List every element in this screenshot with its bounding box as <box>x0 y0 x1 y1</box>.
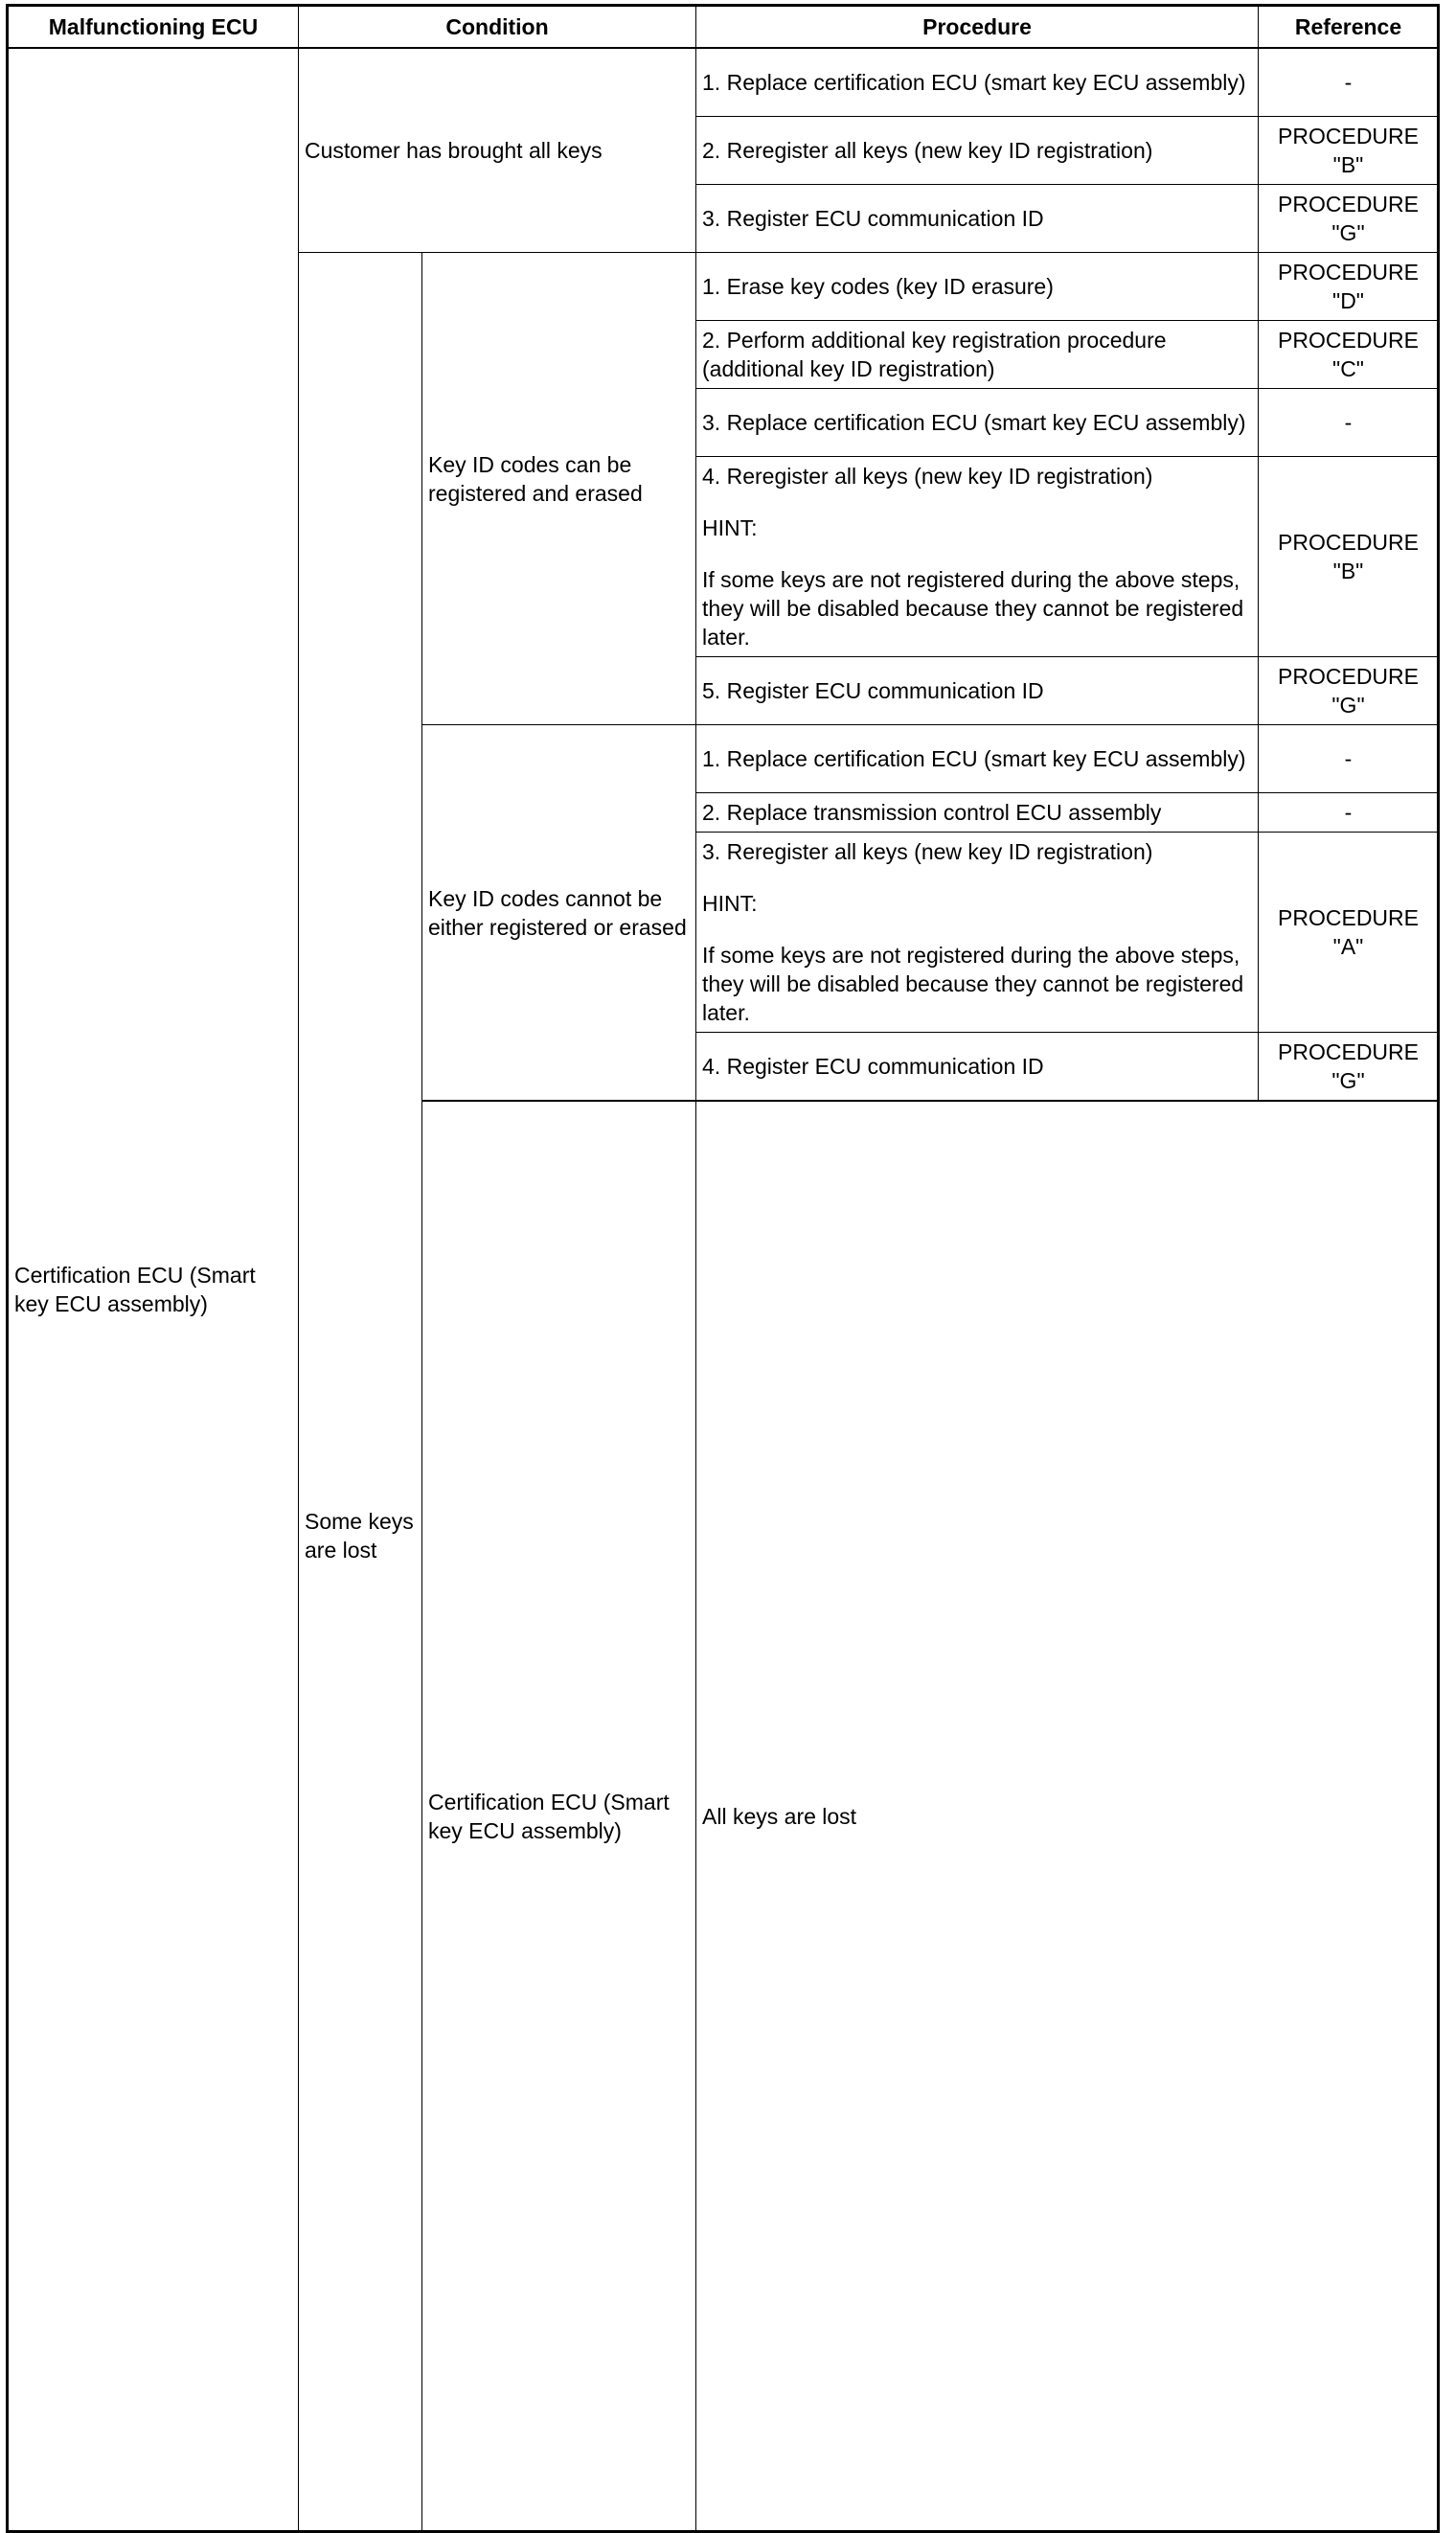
procedure-cell: 2. Replace transmission control ECU assembly <box>696 793 1259 833</box>
reference-cell: PROCEDURE "B" <box>1259 457 1439 657</box>
reference-cell: PROCEDURE "B" <box>1259 117 1439 185</box>
header-reference: Reference <box>1259 6 1439 49</box>
procedure-cell-with-hint <box>696 457 1259 657</box>
procedure-step: 4. Reregister all keys (new key ID registration) <box>702 464 1153 489</box>
procedure-cell: 2. Perform additional key registration procedure (additional key ID registration) <box>696 321 1259 389</box>
procedure-cell: 3. Register ECU communication ID <box>696 185 1259 253</box>
condition-all-keys-lost: All keys are lost <box>696 1101 1439 2532</box>
procedure-cell: 1. Replace certification ECU (smart key ECU assembly) <box>696 725 1259 793</box>
procedure-cell: 1. Replace certification ECU (smart key ECU assembly) <box>696 48 1259 117</box>
ecu-procedure-table <box>6 4 1440 2533</box>
ecu-cell: Certification ECU (Smart key ECU assembly) <box>8 48 299 2532</box>
procedure-cell: 2. Reregister all keys (new key ID registration) <box>696 117 1259 185</box>
condition-cannot-register: Key ID codes cannot be either registered or erased <box>422 725 696 1102</box>
procedure-cell: 4. Register ECU communication ID <box>696 1033 1259 1102</box>
reference-cell: - <box>1259 48 1439 117</box>
reference-cell: PROCEDURE "D" <box>1259 253 1439 321</box>
reference-cell: - <box>1259 793 1439 833</box>
hint-text: If some keys are not registered during the above steps, they will be disabled because they cannot be registered later. <box>702 567 1244 650</box>
reference-cell: PROCEDURE "C" <box>1259 321 1439 389</box>
reference-cell: PROCEDURE "A" <box>1259 833 1439 1033</box>
hint-label: HINT: <box>702 515 758 540</box>
procedure-table-wrapper <box>6 4 1440 2533</box>
condition-all-keys-brought: Customer has brought all keys <box>299 48 696 253</box>
header-condition: Condition <box>299 6 696 49</box>
reference-cell: PROCEDURE "G" <box>1259 657 1439 725</box>
header-row <box>8 6 1439 49</box>
procedure-cell: 5. Register ECU communication ID <box>696 657 1259 725</box>
condition-can-register: Key ID codes can be registered and erased <box>422 253 696 725</box>
reference-cell: PROCEDURE "G" <box>1259 185 1439 253</box>
reference-cell: - <box>1259 389 1439 457</box>
procedure-cell-with-hint <box>696 833 1259 1033</box>
hint-text: If some keys are not registered during the above steps, they will be disabled because they cannot be registered later. <box>702 943 1244 1025</box>
reference-cell: PROCEDURE "G" <box>1259 1033 1439 1102</box>
procedure-cell: 3. Replace certification ECU (smart key ECU assembly) <box>696 389 1259 457</box>
procedure-step: 3. Reregister all keys (new key ID registration) <box>702 839 1153 864</box>
ecu-cell: Certification ECU (Smart key ECU assembly) <box>422 1101 696 2532</box>
header-procedure: Procedure <box>696 6 1259 49</box>
condition-some-keys-lost: Some keys are lost <box>299 253 422 2532</box>
table-row <box>8 48 1439 117</box>
header-malfunctioning-ecu: Malfunctioning ECU <box>8 6 299 49</box>
hint-label: HINT: <box>702 891 758 916</box>
procedure-cell: 1. Erase key codes (key ID erasure) <box>696 253 1259 321</box>
reference-cell: - <box>1259 725 1439 793</box>
